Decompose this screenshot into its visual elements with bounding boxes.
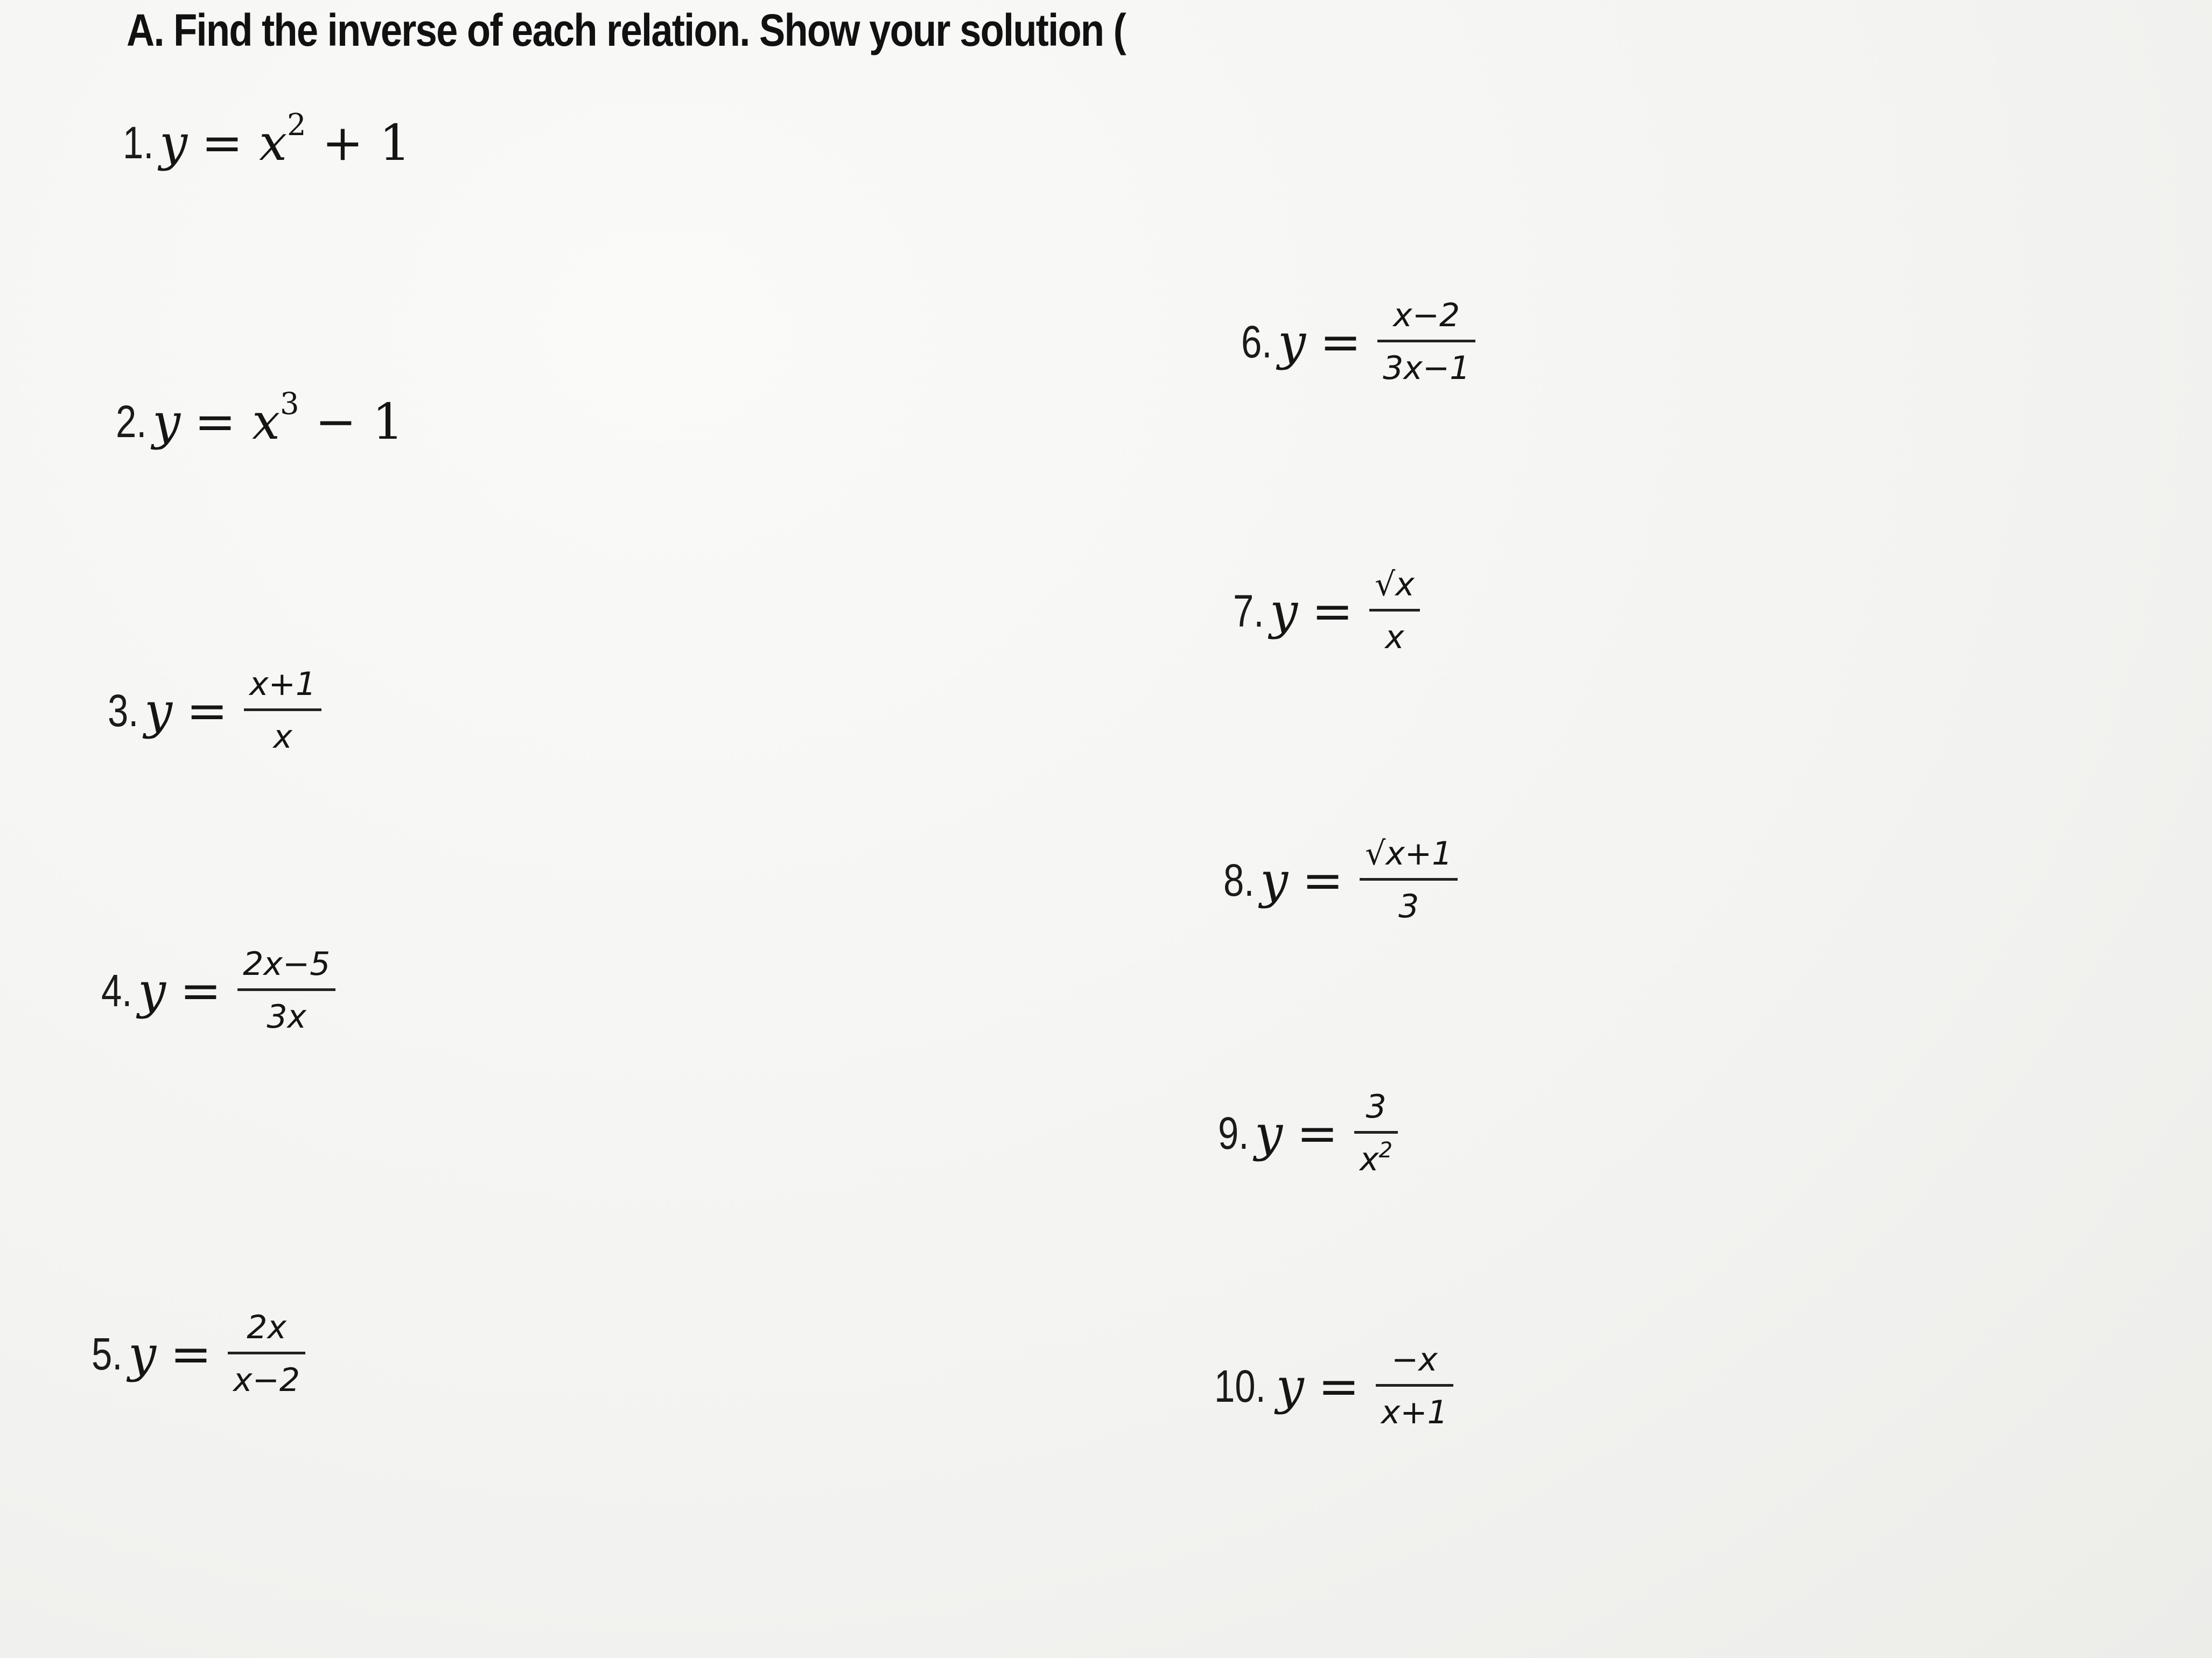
fraction-bar xyxy=(1376,1384,1453,1387)
rhs-rest: − 1 xyxy=(299,392,404,451)
numerator: −x xyxy=(1391,1340,1438,1379)
denominator xyxy=(1354,1137,1398,1178)
denominator: x xyxy=(273,718,292,756)
problem-8 xyxy=(1223,826,1458,934)
rhs-base: x xyxy=(252,392,281,451)
fraction-bar xyxy=(228,1352,305,1354)
problem-3 xyxy=(108,659,321,762)
numerator: 2x xyxy=(247,1308,286,1346)
numerator: x+1 xyxy=(249,665,317,703)
denominator-base: x xyxy=(1360,1140,1379,1178)
fraction xyxy=(244,666,321,756)
problem-number: 5. xyxy=(92,1328,123,1379)
section-heading: A. Find the inverse of each relation. Show your solution ( xyxy=(127,5,1125,55)
problem-number: 10. xyxy=(1214,1360,1266,1411)
problem-7 xyxy=(1233,557,1420,665)
numerator: √x+1 xyxy=(1365,834,1453,873)
problem-6 xyxy=(1241,288,1475,396)
problem-number: 9. xyxy=(1218,1107,1249,1158)
problem-number: 8. xyxy=(1223,854,1255,905)
rhs-base: x xyxy=(259,114,288,172)
denominator: 3 xyxy=(1398,887,1419,925)
equation-lhs: y xyxy=(1278,313,1306,371)
problem-9 xyxy=(1218,1079,1398,1187)
equals-sign: = xyxy=(201,114,243,172)
problem-number: 2. xyxy=(116,396,147,447)
equation-lhs: y xyxy=(152,392,181,451)
equation-lhs: y xyxy=(159,114,188,172)
numerator: x−2 xyxy=(1393,296,1460,334)
fraction-bar xyxy=(1360,878,1458,881)
equation-lhs: y xyxy=(1260,851,1289,909)
problem-number: 6. xyxy=(1241,316,1272,367)
equation-rhs xyxy=(252,386,404,451)
problem-number: 1. xyxy=(123,117,154,168)
problem-10 xyxy=(1214,1332,1453,1440)
denominator: x+1 xyxy=(1381,1393,1448,1431)
equals-sign: = xyxy=(1318,1357,1360,1415)
fraction xyxy=(228,1309,305,1399)
equation-lhs: y xyxy=(1276,1357,1304,1415)
fraction-bar xyxy=(1377,340,1475,342)
equals-sign: = xyxy=(1312,582,1354,640)
denominator-exponent: 2 xyxy=(1378,1137,1393,1163)
denominator: x xyxy=(1385,618,1404,656)
denominator: 3x xyxy=(267,997,307,1036)
equation-lhs: y xyxy=(128,1325,157,1383)
denominator: 3x−1 xyxy=(1383,349,1471,387)
equation-rhs xyxy=(259,107,411,172)
rhs-exponent: 2 xyxy=(287,107,306,143)
problem-4 xyxy=(101,939,335,1042)
fraction xyxy=(1369,566,1420,656)
equals-sign: = xyxy=(1302,851,1344,909)
equals-sign: = xyxy=(1297,1104,1339,1162)
numerator: √x xyxy=(1375,565,1415,603)
equation-lhs: y xyxy=(1255,1104,1283,1162)
fraction xyxy=(237,946,335,1036)
fraction xyxy=(1354,1088,1398,1178)
rhs-exponent: 3 xyxy=(280,386,299,421)
equals-sign: = xyxy=(194,392,236,451)
equals-sign: = xyxy=(180,961,222,1020)
fraction-bar xyxy=(1369,609,1420,612)
equation-lhs: y xyxy=(138,961,166,1020)
fraction-bar xyxy=(244,708,321,711)
fraction xyxy=(1376,1341,1453,1431)
problem-1 xyxy=(123,108,411,178)
problem-2 xyxy=(116,387,404,456)
equals-sign: = xyxy=(1320,313,1362,371)
problem-number: 7. xyxy=(1233,585,1264,636)
problem-number: 4. xyxy=(101,965,132,1016)
fraction xyxy=(1360,835,1458,925)
rhs-rest: + 1 xyxy=(306,114,411,172)
numerator: 2x−5 xyxy=(243,945,331,983)
equals-sign: = xyxy=(170,1325,212,1383)
denominator: x−2 xyxy=(233,1361,300,1399)
equation-lhs: y xyxy=(1270,582,1298,640)
numerator: 3 xyxy=(1366,1087,1387,1126)
problem-5 xyxy=(92,1303,305,1405)
equation-lhs: y xyxy=(144,682,173,740)
fraction-bar xyxy=(1354,1131,1398,1134)
fraction xyxy=(1377,297,1475,387)
problem-number: 3. xyxy=(108,685,139,736)
equals-sign: = xyxy=(186,682,228,740)
fraction-bar xyxy=(237,988,335,991)
